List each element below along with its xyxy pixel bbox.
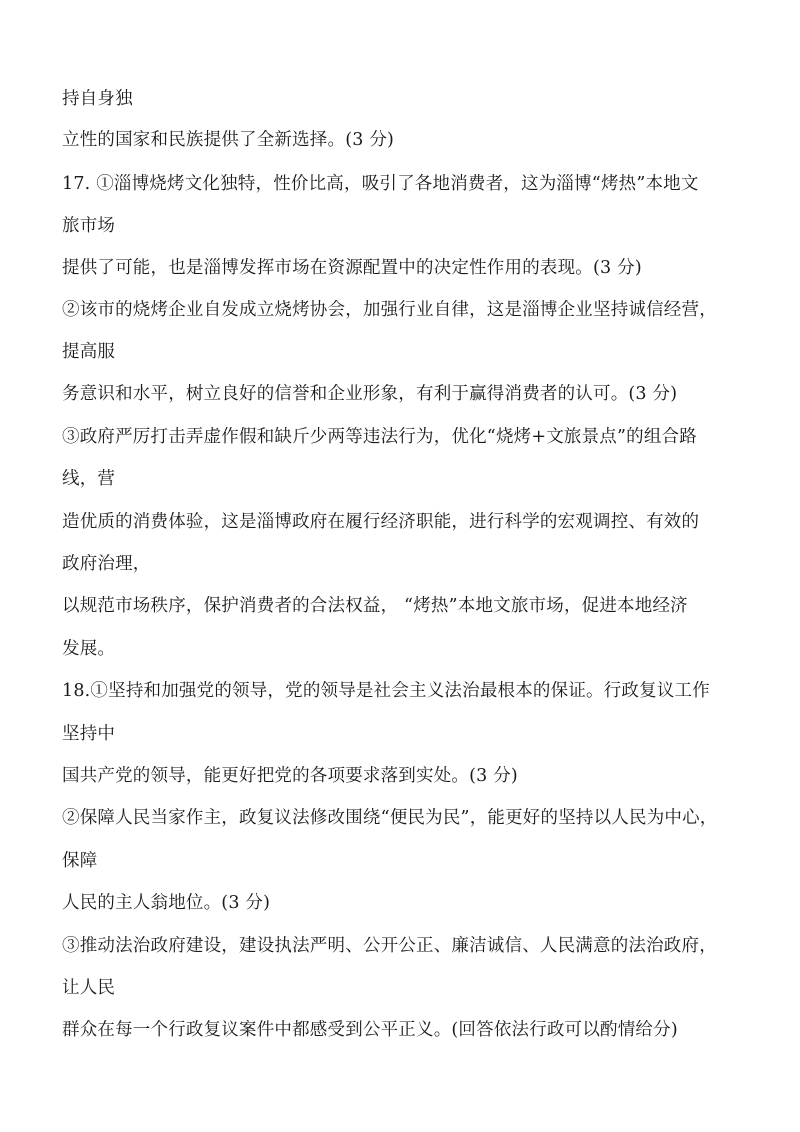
text-line-22: 让人民 bbox=[62, 978, 116, 998]
text-line-17: 国共产党的领导，能更好把党的各项要求落到实处。(3 分) bbox=[62, 766, 518, 786]
text-line-2: 立性的国家和民族提供了全新选择。(3 分) bbox=[62, 130, 395, 150]
text-line-7: 提高服 bbox=[62, 342, 116, 362]
text-line-4: 旅市场 bbox=[62, 216, 116, 236]
text-line-21: ③推动法治政府建设，建设执法严明、公开公正、廉洁诚信、人民满意的法治政府， bbox=[62, 936, 717, 956]
text-line-8: 务意识和水平，树立良好的信誉和企业形象，有利于赢得消费者的认可。(3 分) bbox=[62, 384, 678, 404]
text-line-3: 17. ①淄博烧烤文化独特，性价比高，吸引了各地消费者，这为淄博“烤热”本地文 bbox=[62, 174, 699, 194]
text-line-15: 18.①坚持和加强党的领导，党的领导是社会主义法治最根本的保证。行政复议工作 bbox=[62, 681, 710, 701]
text-line-23: 群众在每一个行政复议案件中都感受到公平正义。(回答依法行政可以酌情给分) bbox=[62, 1020, 678, 1040]
text-line-13: 以规范市场秩序，保护消费者的合法权益， “烤热”本地文旅市场，促进本地经济 bbox=[62, 596, 688, 616]
text-line-18: ②保障人民当家作主，政复议法修改围绕“便民为民”，能更好的坚持以人民为中心， bbox=[62, 808, 718, 828]
text-line-20: 人民的主人翁地位。(3 分) bbox=[62, 893, 271, 913]
text-line-12: 政府治理， bbox=[62, 554, 151, 574]
text-line-16: 坚持中 bbox=[62, 724, 116, 744]
text-line-19: 保障 bbox=[62, 851, 98, 871]
text-line-10: 线，营 bbox=[62, 469, 116, 489]
text-line-11: 造优质的消费体验，这是淄博政府在履行经济职能，进行科学的宏观调控、有效的 bbox=[62, 512, 700, 532]
text-line-14: 发展。 bbox=[62, 639, 116, 659]
text-line-1: 持自身独 bbox=[62, 89, 133, 109]
text-line-5: 提供了可能，也是淄博发挥市场在资源配置中的决定性作用的表现。(3 分) bbox=[62, 258, 642, 278]
text-line-6: ②该市的烧烤企业自发成立烧烤协会，加强行业自律，这是淄博企业坚持诚信经营， bbox=[62, 300, 717, 320]
text-line-9: ③政府严厉打击弄虚作假和缺斤少两等违法行为，优化“烧烤+文旅景点”的组合路 bbox=[62, 427, 697, 447]
